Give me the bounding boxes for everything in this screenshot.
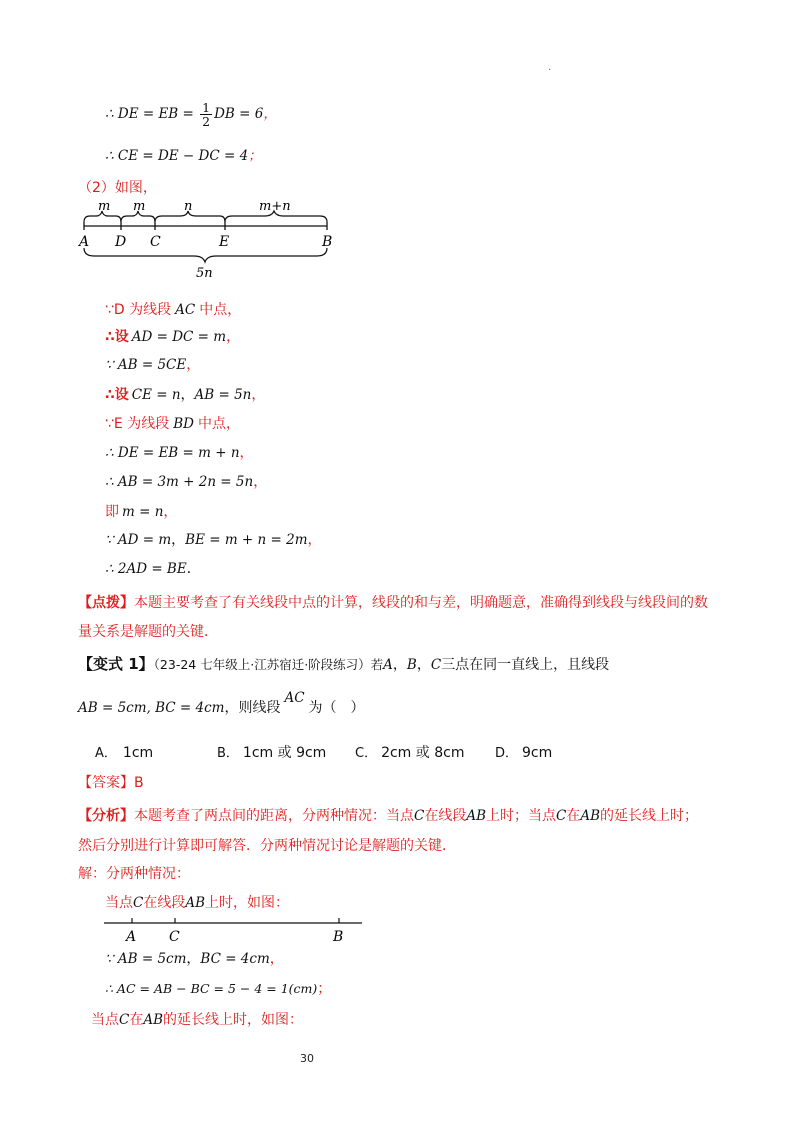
point-b2: B — [333, 929, 344, 945]
label-m-2: m — [133, 199, 146, 214]
part1-line1-pre: ∴ DE = EB = — [105, 106, 199, 122]
segment-diagram-2 — [100, 915, 370, 945]
reason-line-3 — [105, 355, 200, 375]
part2-heading: （2）如图， — [78, 180, 157, 196]
line2-pre: ∴设 — [105, 329, 129, 345]
option-d-label: D． — [495, 746, 519, 761]
answer-line — [78, 773, 144, 793]
stem-sep-1: ， — [392, 657, 407, 673]
option-c-value: 2cm 或 8cm — [381, 745, 465, 761]
point-d: D — [115, 234, 127, 250]
case1-t2: 在线段 — [143, 895, 186, 911]
line8-math: m = n — [122, 504, 164, 520]
option-b-value: 1cm 或 9cm — [242, 745, 327, 761]
point-a: A — [79, 234, 90, 250]
solution-label: 解： — [78, 866, 106, 882]
variant-label: 【变式 1】 — [78, 655, 154, 673]
reason-line-5 — [105, 414, 240, 434]
line1-math: AC — [175, 302, 196, 318]
tip-line-1 — [78, 593, 708, 613]
analysis-t2: 在线段 — [424, 808, 467, 824]
case1-c: C — [133, 895, 144, 911]
calc2-text: ∴ AC = AB − BC = 5 − 4 = 1(cm) — [105, 981, 318, 996]
case2-t3: 的延长线上时，如图： — [163, 1012, 304, 1028]
solution-intro — [78, 864, 190, 884]
label-m-plus-n: m+n — [259, 199, 291, 214]
stem2-end: 为（ ） — [308, 700, 365, 716]
point-a2: A — [126, 929, 137, 945]
line10-post: ． — [186, 561, 201, 577]
stem2-var: AC — [284, 690, 305, 706]
case2-c: C — [119, 1012, 130, 1028]
line3-math: ∵ AB = 5CE — [105, 357, 187, 373]
analysis-line-1 — [78, 806, 698, 826]
line8-pre: 即 — [105, 504, 119, 520]
reason-line-7 — [105, 472, 267, 492]
option-a-label: A． — [95, 746, 117, 761]
solution-intro-text: 分两种情况： — [106, 866, 190, 882]
calc1-a: ∵ AB = 5cm — [105, 951, 187, 967]
part1-line1 — [105, 101, 277, 128]
line3-post: ， — [186, 357, 201, 373]
stem-point-b: B — [406, 657, 417, 673]
case1-t1: 当点 — [105, 895, 133, 911]
tip-label: 【点拨】 — [78, 595, 134, 611]
line9-post: ， — [307, 532, 322, 548]
case1-ab: AB — [185, 895, 206, 911]
variant-line-2 — [78, 690, 365, 718]
stem-end-1: 三点在同一直线上，且线段 — [441, 657, 610, 673]
option-b-label: B． — [217, 746, 239, 761]
reason-line-10 — [105, 559, 201, 579]
point-e: E — [219, 234, 230, 250]
analysis-t3: 上时；当点 — [486, 808, 557, 824]
line2-post: ， — [226, 329, 241, 345]
analysis-t5: 的延长线上时； — [600, 808, 699, 824]
stem2-math: AB = 5cm, BC = 4cm — [78, 700, 225, 716]
option-a[interactable] — [95, 743, 153, 764]
line4-pre: ∴设 — [105, 387, 129, 403]
answer-label: 【答案】 — [78, 775, 134, 791]
reason-line-8 — [105, 502, 177, 522]
stem-point-c: C — [430, 657, 442, 673]
stem2-mid: ，则线段 — [224, 700, 281, 716]
line9-math2: BE = m + n = 2m — [185, 532, 308, 548]
calc-line-1 — [105, 949, 284, 969]
line7-math: ∴ AB = 3m + 2n = 5n — [105, 474, 254, 490]
line4-post: ， — [251, 387, 266, 403]
answer-value: B — [134, 775, 144, 791]
case2-t1: 当点 — [91, 1012, 119, 1028]
analysis-c: C — [414, 808, 425, 824]
variant-line-1 — [78, 654, 609, 675]
analysis-t4: 在 — [566, 808, 581, 824]
case2-line — [91, 1010, 303, 1030]
line2-math: AD = DC = m — [131, 329, 227, 345]
frac-num: 1 — [202, 100, 211, 115]
part1-line1-post: DB = 6 — [214, 106, 264, 122]
calc2-end: ； — [317, 981, 332, 997]
case1-line — [105, 893, 289, 913]
stem-sep-2: ， — [416, 657, 431, 673]
reason-line-6 — [105, 443, 254, 463]
option-a-value: 1cm — [122, 745, 154, 761]
calc1-end: ， — [269, 951, 284, 967]
case1-t3: 上时，如图： — [205, 895, 290, 911]
option-c-label: C． — [355, 746, 378, 761]
line1-post: 中点， — [199, 302, 242, 318]
option-c[interactable] — [355, 743, 464, 764]
part1-line1-punct: ， — [263, 106, 277, 122]
line8-post: ， — [163, 504, 178, 520]
analysis-ab2: AB — [580, 808, 601, 824]
page-number: 30 — [300, 1052, 314, 1065]
fraction-one-half — [200, 101, 212, 128]
analysis-line-2: 然后分别进行计算即可解答．分两种情况讨论是解题的关键． — [78, 838, 456, 854]
analysis-c2: C — [556, 808, 567, 824]
part1-line2-punct: ； — [248, 148, 262, 164]
analysis-label: 【分析】 — [78, 808, 134, 824]
line4-mid: ， — [180, 387, 195, 403]
line1-pre: ∵D 为线段 — [105, 302, 172, 318]
calc-line-2 — [105, 979, 331, 999]
option-d[interactable] — [495, 743, 552, 764]
line10-math: ∴ 2AD = BE — [105, 561, 187, 577]
label-n: n — [184, 199, 193, 214]
line5-post: 中点， — [197, 416, 240, 432]
part1-line2-text: ∴ CE = DE − DC = 4 — [105, 148, 249, 164]
point-b: B — [322, 234, 333, 250]
tip-text-1: 本题主要考查了有关线段中点的计算，线段的和与差，明确题意，准确得到线段与线段间的数 — [134, 595, 708, 611]
reason-line-1 — [105, 300, 241, 320]
line6-post: ， — [239, 445, 254, 461]
stray-dot: . — [548, 62, 552, 73]
line6-math: ∴ DE = EB = m + n — [105, 445, 240, 461]
calc1-mid: ， — [186, 951, 201, 967]
label-m-1: m — [98, 199, 111, 214]
part1-line2 — [105, 146, 262, 166]
line4-math: CE = n — [131, 387, 181, 403]
reason-line-2 — [105, 327, 240, 347]
segment-diagram-1 — [70, 196, 350, 282]
line5-math: BD — [173, 416, 194, 432]
brace-5n — [84, 248, 327, 262]
calc1-b: BC = 4cm — [200, 951, 270, 967]
line7-post: ， — [253, 474, 268, 490]
option-d-value: 9cm — [522, 745, 553, 761]
case2-t2: 在 — [129, 1012, 144, 1028]
variant-source: （23-24 七年级上·江苏宿迁·阶段练习）若 — [153, 657, 384, 672]
case2-ab: AB — [143, 1012, 164, 1028]
tip-line-2: 量关系是解题的关键． — [78, 624, 218, 640]
stem-point-a: A — [383, 657, 393, 673]
reason-line-4 — [105, 385, 265, 405]
line4-math2: AB = 5n — [194, 387, 252, 403]
line9-math: ∵ AD = m — [105, 532, 172, 548]
analysis-t1: 本题考查了两点间的距离，分两种情况：当点 — [134, 808, 414, 824]
point-c2: C — [169, 929, 180, 945]
label-5n: 5n — [196, 266, 213, 281]
reason-line-9 — [105, 530, 322, 550]
analysis-ab: AB — [466, 808, 487, 824]
line9-mid: ， — [171, 532, 186, 548]
point-c: C — [150, 234, 161, 250]
frac-den: 2 — [202, 114, 211, 129]
option-b[interactable] — [217, 743, 326, 764]
line5-pre: ∵E 为线段 — [105, 416, 170, 432]
